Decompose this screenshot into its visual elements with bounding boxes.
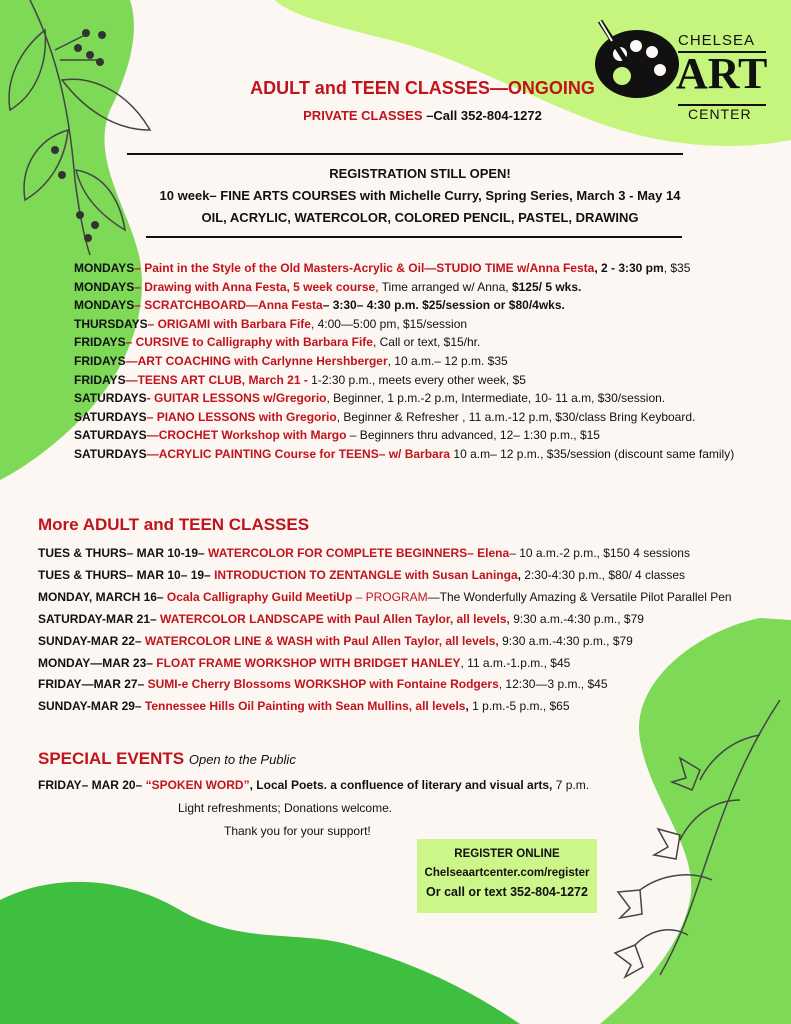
logo-chelsea-text: CHELSEA (678, 32, 756, 49)
list-item: MONDAYS– Drawing with Anna Festa, 5 week course, Time arranged w/ Anna, $125/ 5 wks. (74, 279, 582, 294)
divider-top (127, 153, 683, 155)
list-item: MONDAY, MARCH 16– Ocala Calligraphy Guild MeetiUp – PROGRAM—The Wonderfully Amazing & Versatile Pilot Parallel Pen (38, 589, 732, 604)
private-classes-call: –Call 352-804-1272 (426, 108, 542, 123)
list-item: FRIDAYS– CURSIVE to Calligraphy with Barbara Fife, Call or text, $15/hr. (74, 335, 481, 350)
list-item: SATURDAYS– PIANO LESSONS with Gregorio, Beginner & Refresher , 11 a.m.-12 p.m, $30/class Bring Keyboard. (74, 409, 696, 424)
private-classes-line (160, 108, 685, 123)
list-item: SATURDAYS—ACRYLIC PAINTING Course for TEENS– w/ Barbara 10 a.m– 12 p.m., $35/session (discount same family) (74, 446, 735, 461)
registration-media: OIL, ACRYLIC, WATERCOLOR, COLORED PENCIL, PASTEL, DRAWING (201, 210, 639, 225)
logo-art-text: ART (676, 49, 768, 98)
ongoing-classes-list (74, 259, 784, 464)
list-item: THURSDAYS– ORIGAMI with Barbara Fife, 4:00—5:00 pm, $15/session (74, 316, 468, 331)
logo-center-text: CENTER (688, 106, 752, 122)
list-item: MONDAYS– Paint in the Style of the Old Masters-Acrylic & Oil—STUDIO TIME w/Anna Festa, 2 - 3:30 pm, $35 (74, 261, 691, 275)
register-url[interactable]: Chelseaartcenter.com/register (424, 867, 590, 879)
more-classes-list (38, 543, 778, 718)
list-item: SUNDAY-MAR 29– Tennessee Hills Oil Painting with Sean Mullins, all levels, 1 p.m.-5 p.m., $65 (38, 699, 570, 714)
private-classes-label: PRIVATE CLASSES (303, 108, 427, 123)
list-item: MONDAYS– SCRATCHBOARD—Anna Festa– 3:30– 4:30 p.m. $25/session or $80/4wks. (74, 298, 565, 313)
register-phone: Or call or text 352-804-1272 (426, 885, 588, 899)
list-item: TUES & THURS– MAR 10-19– WATERCOLOR FOR COMPLETE BEGINNERS– Elena– 10 a.m.-2 p.m., $150 4 sessions (38, 546, 690, 560)
list-item: FRIDAYS—TEENS ART CLUB, March 21 - 1-2:30 p.m., meets every other week, $5 (74, 372, 526, 387)
list-item: SUNDAY-MAR 22– WATERCOLOR LINE & WASH with Paul Allen Taylor, all levels, 9:30 a.m.-4:30 p.m., $79 (38, 633, 633, 648)
page-title: ADULT and TEEN CLASSES—ONGOING (250, 78, 595, 98)
register-online-label: REGISTER ONLINE (454, 848, 560, 860)
list-item: MONDAY—MAR 23– FLOAT FRAME WORKSHOP WITH BRIDGET HANLEY, 11 a.m.-1.p.m., $45 (38, 655, 571, 670)
thanks-note: Thank you for your support! (224, 824, 371, 838)
more-classes-heading: More ADULT and TEEN CLASSES (38, 515, 310, 534)
list-item: SATURDAYS—CROCHET Workshop with Margo – Beginners thru advanced, 12– 1:30 p.m., $15 (74, 428, 600, 443)
list-item: SATURDAY-MAR 21– WATERCOLOR LANDSCAPE with Paul Allen Taylor, all levels, 9:30 a.m.-4:30 p.m., $79 (38, 611, 644, 626)
list-item: FRIDAYS—ART COACHING with Carlynne Hershberger, 10 a.m.– 12 p.m. $35 (74, 353, 508, 368)
registration-block (120, 163, 720, 229)
list-item: TUES & THURS– MAR 10– 19– INTRODUCTION TO ZENTANGLE with Susan Laninga, 2:30-4:30 p.m., $80/ 4 classes (38, 567, 686, 582)
refreshments-note: Light refreshments; Donations welcome. (178, 801, 393, 815)
special-event-item: FRIDAY– MAR 20– “SPOKEN WORD”, Local Poets. a confluence of literary and visual arts, 7 p.m. (38, 778, 590, 792)
special-events-heading: SPECIAL EVENTS Open to the Public (38, 749, 296, 768)
list-item: SATURDAYS- GUITAR LESSONS w/Gregorio, Beginner, 1 p.m.-2 p.m, Intermediate, 10- 11 a.m, $30/session. (74, 391, 666, 406)
special-events-subheading: Open to the Public (188, 752, 296, 767)
registration-open: REGISTRATION STILL OPEN! (329, 166, 511, 181)
divider-bottom (146, 236, 682, 238)
list-item: FRIDAY—MAR 27– SUMI-e Cherry Blossoms WORKSHOP with Fontaine Rodgers, 12:30—3 p.m., $45 (38, 677, 608, 692)
register-online-box[interactable] (417, 839, 597, 913)
registration-course: 10 week– FINE ARTS COURSES with Michelle Curry, Spring Series, March 3 - May 14 (159, 188, 681, 203)
